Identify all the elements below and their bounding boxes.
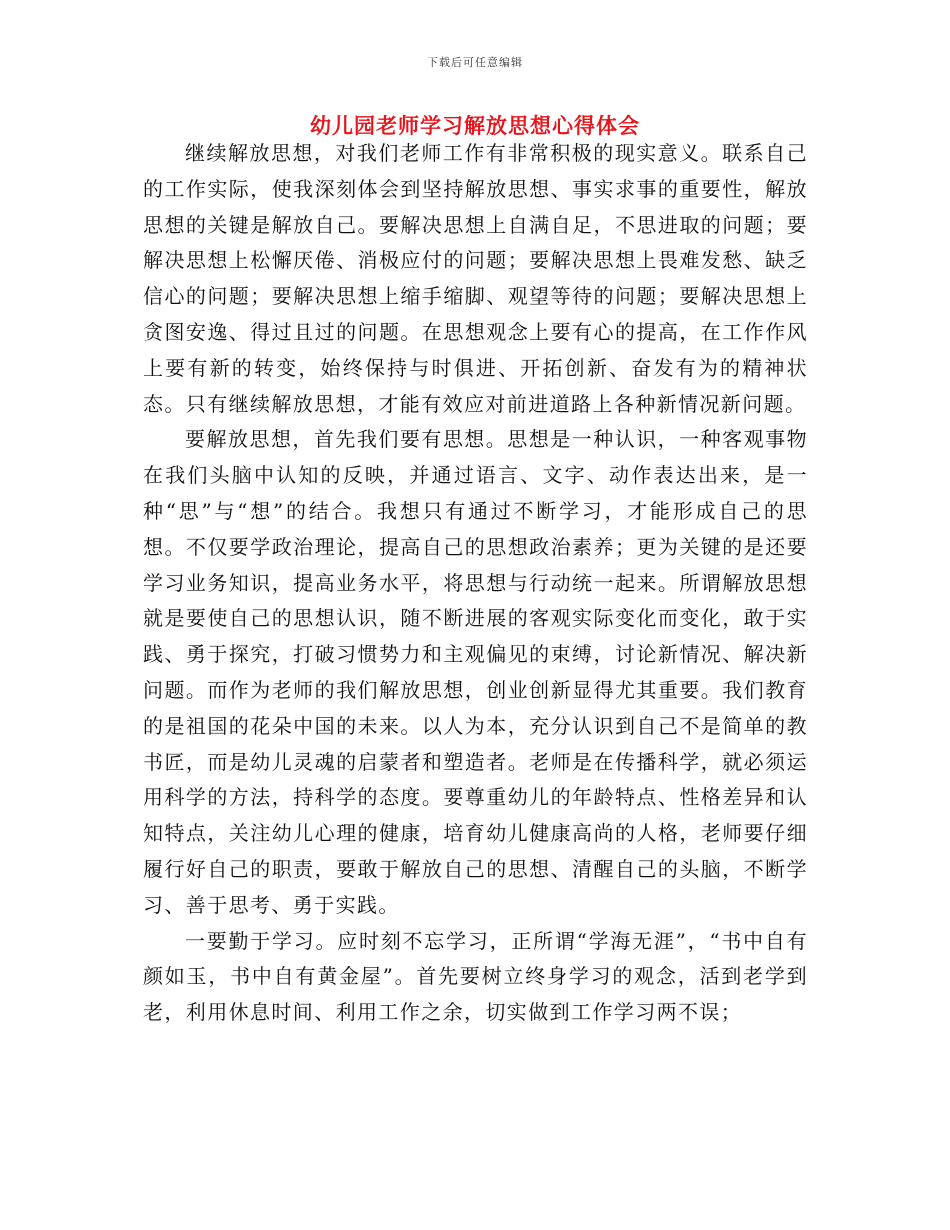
header-note: 下载后可任意编辑 (427, 56, 523, 69)
paragraph-2: 要解放思想，首先我们要有思想。思想是一种认识，一种客观事物在我们头脑中认知的反映，并通过语言、文字、动作表达出来，是一种“思”与“想”的结合。我想只有通过不断学习，才能形成自己的思想。不仅要学政治理论，提高自己的思想政治素养；更为关键的是还要学习业务知识，提高业务水平，将思想与行动统一起来。所谓解放思想就是要使自己的思想认识，随不断进展的客观实际变化而变化，敢于实践、勇于探究，打破习惯势力和主观偏见的束缚，讨论新情况、解决新问题。而作为老师的我们解放思想，创业创新显得尤其重要。我们教育的是祖国的花朵中国的未来。以人为本，充分认识到自己不是简单的教书匠，而是幼儿灵魂的启蒙者和塑造者。老师是在传播科学，就必须运用科学的方法，持科学的态度。要尊重幼儿的年龄特点、性格差异和认知特点，关注幼儿心理的健康，培育幼儿健康高尚的人格，老师要仔细履行好自己的职责，要敢于解放自己的思想、清醒自己的头脑，不断学习、善于思考、勇于实践。 (143, 427, 808, 917)
document-body (143, 136, 808, 1031)
document-title: 幼儿园老师学习解放思想心得体会 (310, 113, 640, 138)
paragraph-3: 一要勤于学习。应时刻不忘学习，正所谓“学海无涯”，“书中自有颜如玉，书中自有黄金屋”。首先要树立终身学习的观念，活到老学到老，利用休息时间、利用工作之余，切实做到工作学习两不误； (143, 928, 808, 1025)
paragraph-1: 继续解放思想，对我们老师工作有非常积极的现实意义。联系自己的工作实际，使我深刻体会到坚持解放思想、事实求事的重要性，解放思想的关键是解放自己。要解决思想上自满自足，不思进取的问题；要解决思想上松懈厌倦、消极应付的问题；要解决思想上畏难发愁、缺乏信心的问题；要解决思想上缩手缩脚、观望等待的问题；要解决思想上贪图安逸、得过且过的问题。在思想观念上要有心的提高，在工作作风上要有新的转变，始终保持与时俱进、开拓创新、奋发有为的精神状态。只有继续解放思想，才能有效应对前进道路上各种新情况新问题。 (143, 141, 808, 416)
